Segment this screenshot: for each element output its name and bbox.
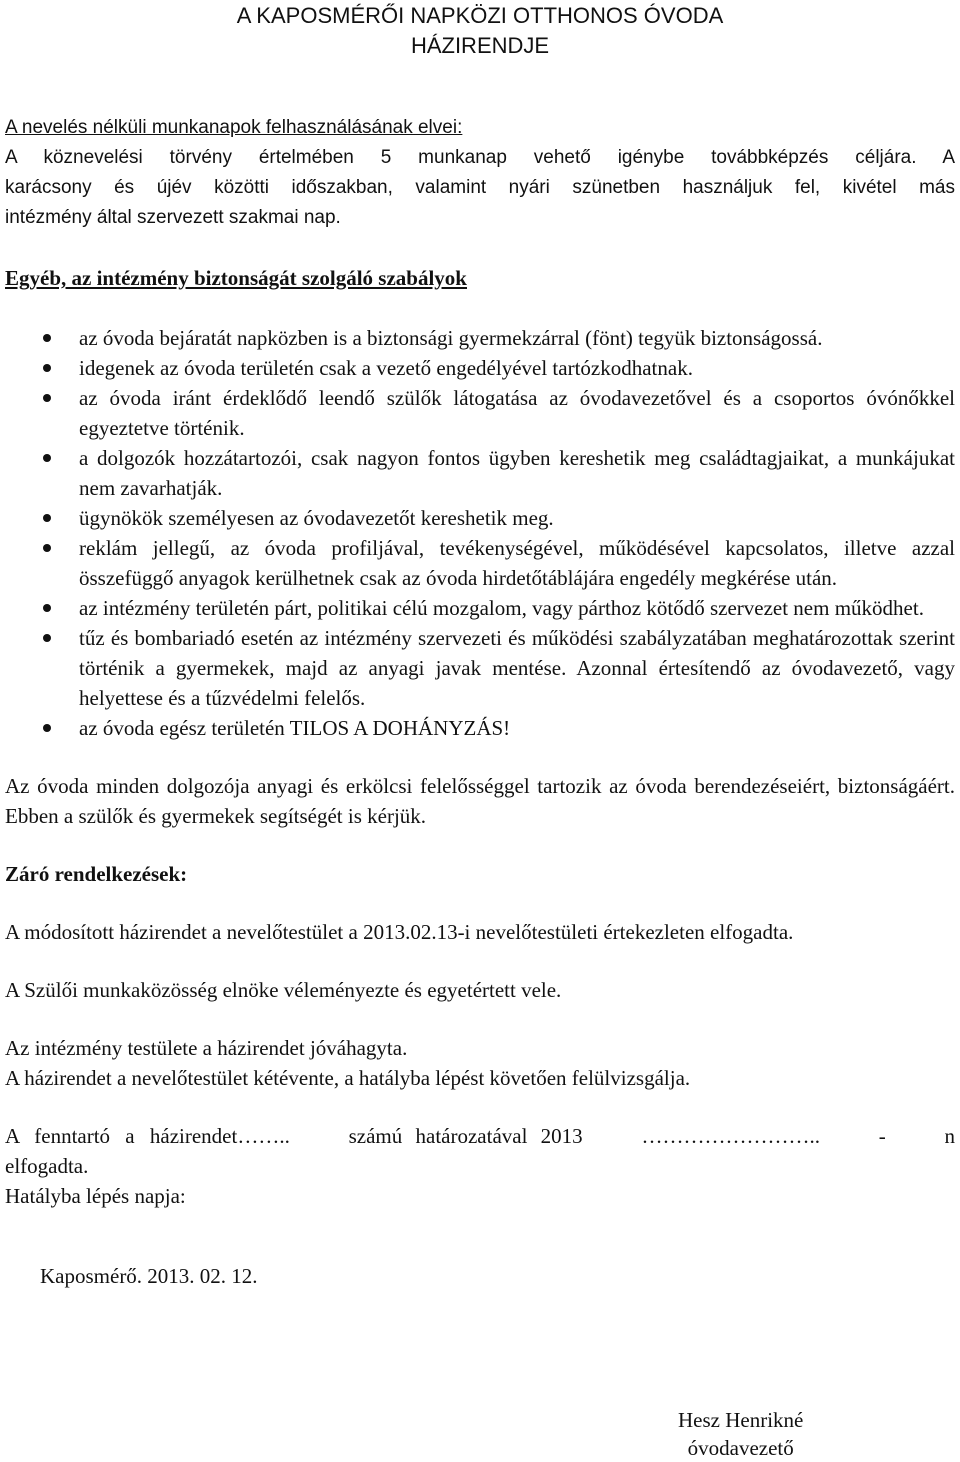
title-line-2: HÁZIRENDJE	[410, 33, 550, 58]
bullet-icon	[43, 634, 51, 642]
section-safety-rules	[5, 263, 955, 743]
approval-line-2: elfogadta.	[5, 1154, 89, 1178]
document-page	[5, 0, 955, 1291]
approval-dash: -	[878, 1124, 886, 1148]
list-item: az óvoda iránt érdeklődő leendő szülők látogatása az óvodavezetővel és a csoportos óvónőkkel egyeztetve történik.	[5, 383, 955, 443]
signatory-role: óvodavezető	[687, 1436, 794, 1460]
approval-trailing: n	[944, 1124, 955, 1148]
list-item: az óvoda egész területén TILOS A DOHÁNYZÁS!	[5, 713, 955, 743]
section-heading-safety-rules: Egyéb, az intézmény biztonságát szolgáló szabályok	[5, 266, 467, 290]
list-item: az intézmény területén párt, politikai célú mozgalom, vagy párthoz kötődő szervezet nem működhet.	[5, 593, 955, 623]
bullet-icon	[43, 514, 51, 522]
list-item: idegenek az óvoda területén csak a vezető engedélyével tartózkodhatnak.	[5, 353, 955, 383]
section-closing	[5, 859, 955, 1291]
list-item: ügynökök személyesen az óvodavezetőt kereshetik meg.	[5, 503, 955, 533]
title-line-1: A KAPOSMÉRŐI NAPKÖZI OTTHONOS ÓVODA	[236, 3, 724, 28]
closing-paragraph: A házirendet a nevelőtestület kétévente, a hatályba lépést követően felülvizsgálja.	[5, 1066, 691, 1090]
paragraph-line: karácsony és újév közötti időszakban, valamint nyári szünetben használjuk fel, kivétel más	[5, 177, 955, 198]
bullet-icon	[43, 454, 51, 462]
signature-block	[678, 1406, 803, 1462]
closing-paragraph: A Szülői munkaközösség elnöke véleményezte és egyetértett vele.	[5, 978, 562, 1002]
approval-text-b: számú határozatával 2013	[348, 1124, 583, 1148]
approval-line	[5, 1121, 955, 1151]
approval-dots: ……………………..	[641, 1124, 820, 1148]
section-non-teaching-days	[5, 113, 955, 233]
list-item: az óvoda bejáratát napközben is a biztonsági gyermekzárral (fönt) tegyük biztonságossá.	[5, 323, 955, 353]
bullet-icon	[43, 544, 51, 552]
list-item: reklám jellegű, az óvoda profiljával, tevékenységével, működésével kapcsolatos, illetve azzal összefüggő anyagok kerülhetnek csak az óvoda hirdetőtáblájára engedély megkérése után.	[5, 533, 955, 593]
bullet-icon	[43, 724, 51, 732]
effective-date-label: Hatályba lépés napja:	[5, 1184, 186, 1208]
place-and-date: Kaposmérő. 2013. 02. 12.	[40, 1264, 258, 1288]
section-heading-non-teaching-days: A nevelés nélküli munkanapok felhasználásának elvei:	[5, 117, 463, 138]
document-title	[5, 0, 955, 61]
bullet-icon	[43, 334, 51, 342]
responsibility-paragraph: Az óvoda minden dolgozója anyagi és erkölcsi felelősséggel tartozik az óvoda berendezéseiért, biztonságáért. Ebben a szülők és gyermekek segítségét is kérjük.	[5, 774, 955, 828]
bullet-icon	[43, 604, 51, 612]
safety-rules-list	[5, 323, 955, 743]
list-item: tűz és bombariadó esetén az intézmény szervezeti és működési szabályzatában meghatározottak szerint történik a gyermekek, majd az anyagi javak mentése. Azonnal értesítendő az óvodavezető, vagy helyettese és a tűzvédelmi felelős.	[5, 623, 955, 713]
bullet-icon	[43, 394, 51, 402]
signatory-name: Hesz Henrikné	[678, 1408, 804, 1432]
approval-text-a: A fenntartó a házirendet……..	[5, 1124, 290, 1148]
section-heading-closing: Záró rendelkezések:	[5, 862, 188, 886]
closing-paragraph: Az intézmény testülete a házirendet jóváhagyta.	[5, 1036, 408, 1060]
list-item: a dolgozók hozzátartozói, csak nagyon fontos ügyben kereshetik meg családtagjaikat, a munkájukat nem zavarhatják.	[5, 443, 955, 503]
paragraph-line: A köznevelési törvény értelmében 5 munkanap vehető igénybe továbbképzés céljára. A	[5, 147, 955, 168]
closing-paragraph: A módosított házirendet a nevelőtestület a 2013.02.13-i nevelőtestületi értekezleten elfogadta.	[5, 920, 794, 944]
paragraph-line: intézmény által szervezett szakmai nap.	[5, 207, 341, 228]
bullet-icon	[43, 364, 51, 372]
